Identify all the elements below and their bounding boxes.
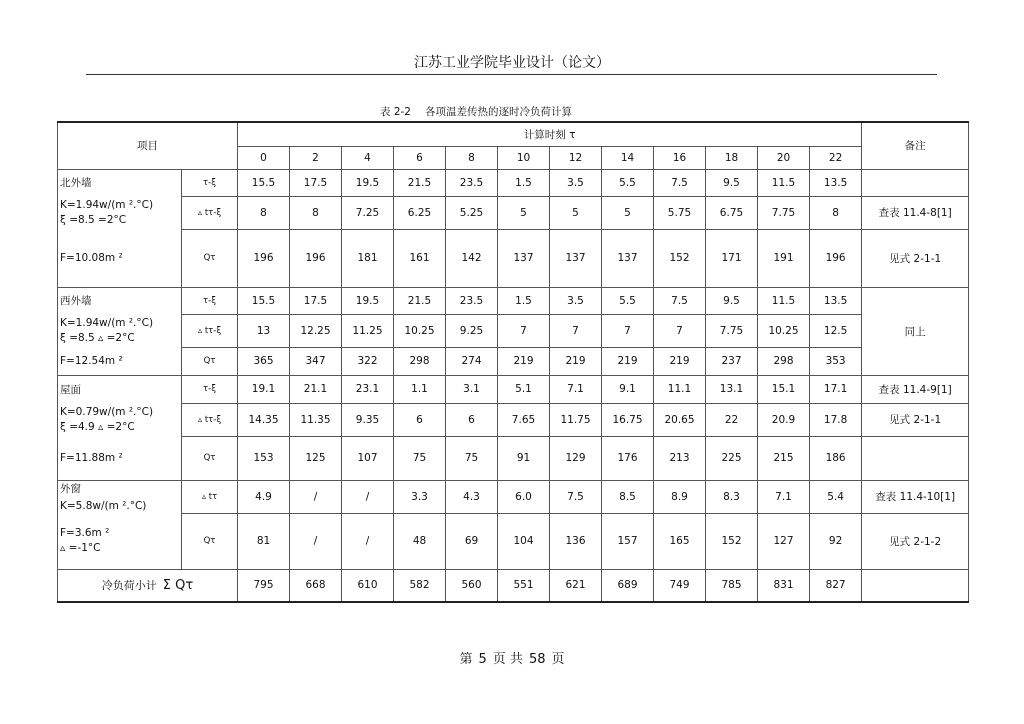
value-cell: 21.1 — [290, 375, 342, 403]
value-cell: 161 — [394, 229, 446, 287]
value-cell: 11.1 — [654, 375, 706, 403]
value-cell: 1.5 — [498, 169, 550, 196]
hour-header: 8 — [446, 146, 498, 169]
value-cell: 215 — [758, 436, 810, 480]
value-cell: 165 — [654, 513, 706, 569]
value-cell: 19.1 — [238, 375, 290, 403]
value-cell: 7.65 — [498, 403, 550, 436]
value-cell: 4.3 — [446, 480, 498, 513]
value-cell: 7 — [602, 314, 654, 347]
value-cell: 23.5 — [446, 287, 498, 314]
hour-header: 12 — [550, 146, 602, 169]
value-cell: 11.25 — [342, 314, 394, 347]
value-cell: 13 — [238, 314, 290, 347]
group-info — [58, 229, 182, 287]
note-cell — [862, 569, 969, 602]
group-parameter: K=1.94w/(m ².°C) — [60, 317, 154, 329]
value-cell: 298 — [394, 347, 446, 375]
value-cell: 225 — [706, 436, 758, 480]
value-cell: 7.5 — [654, 169, 706, 196]
value-cell: 274 — [446, 347, 498, 375]
value-cell: 137 — [498, 229, 550, 287]
row-symbol: Qτ — [182, 229, 238, 287]
value-cell: 9.1 — [602, 375, 654, 403]
row-symbol: τ-ξ — [182, 375, 238, 403]
hour-header: 20 — [758, 146, 810, 169]
group-parameter: F=10.08m ² — [60, 251, 123, 264]
value-cell: 20.65 — [654, 403, 706, 436]
group-name: 外窗 — [60, 483, 81, 496]
value-cell: 5.25 — [446, 196, 498, 229]
sum-value: 689 — [602, 569, 654, 602]
value-cell: 125 — [290, 436, 342, 480]
value-cell: 15.1 — [758, 375, 810, 403]
group-name: 屋面 — [60, 383, 81, 396]
group-info — [58, 196, 182, 229]
value-cell: 19.5 — [342, 287, 394, 314]
value-cell: 347 — [290, 347, 342, 375]
row-symbol: τ-ξ — [182, 169, 238, 196]
row-symbol: Qτ — [182, 347, 238, 375]
hour-header: 0 — [238, 146, 290, 169]
value-cell: 8.3 — [706, 480, 758, 513]
value-cell: 21.5 — [394, 169, 446, 196]
value-cell: 5 — [550, 196, 602, 229]
value-cell: 8 — [290, 196, 342, 229]
value-cell: 353 — [810, 347, 862, 375]
value-cell: 6.0 — [498, 480, 550, 513]
value-cell: 13.1 — [706, 375, 758, 403]
value-cell: 6.25 — [394, 196, 446, 229]
hour-header: 18 — [706, 146, 758, 169]
value-cell: 7.5 — [654, 287, 706, 314]
value-cell: 152 — [706, 513, 758, 569]
value-cell: 48 — [394, 513, 446, 569]
value-cell: 11.5 — [758, 287, 810, 314]
footer-suffix: 页 — [551, 652, 565, 667]
hour-header: 14 — [602, 146, 654, 169]
value-cell: 152 — [654, 229, 706, 287]
group-parameter: K=1.94w/(m ².°C) — [60, 199, 154, 211]
group-info — [58, 403, 182, 436]
sum-label — [58, 569, 238, 602]
group-parameter: ▵ =-1°C — [60, 542, 101, 555]
value-cell: 7.75 — [758, 196, 810, 229]
value-cell: / — [342, 513, 394, 569]
group-parameter: K=5.8w/(m ².°C) — [60, 500, 147, 513]
sum-value: 785 — [706, 569, 758, 602]
value-cell: 75 — [446, 436, 498, 480]
group-info — [58, 436, 182, 480]
value-cell: 17.5 — [290, 169, 342, 196]
sum-label-text: 冷负荷小计 — [101, 579, 157, 593]
value-cell: 7.1 — [758, 480, 810, 513]
hour-header: 22 — [810, 146, 862, 169]
value-cell: 92 — [810, 513, 862, 569]
page-header: 江苏工业学院毕业设计（论文） — [414, 55, 610, 71]
note-cell: 见式 2-1-1 — [862, 403, 969, 436]
table-title: 各项温差传热的逐时冷负荷计算 — [425, 106, 572, 118]
value-cell: 15.5 — [238, 169, 290, 196]
value-cell: 157 — [602, 513, 654, 569]
time-header: 计算时刻 τ — [238, 122, 862, 146]
value-cell: 3.3 — [394, 480, 446, 513]
value-cell: 196 — [810, 229, 862, 287]
row-symbol: Qτ — [182, 436, 238, 480]
value-cell: 136 — [550, 513, 602, 569]
value-cell: 23.1 — [342, 375, 394, 403]
value-cell: 5.4 — [810, 480, 862, 513]
value-cell: 219 — [498, 347, 550, 375]
group-parameter: K=0.79w/(m ².°C) — [60, 406, 154, 418]
group-info — [58, 513, 182, 569]
group-parameter: ξ =8.5 ▵ =2°C — [60, 332, 135, 344]
value-cell: 5 — [602, 196, 654, 229]
value-cell: 9.5 — [706, 169, 758, 196]
value-cell: 153 — [238, 436, 290, 480]
value-cell: 21.5 — [394, 287, 446, 314]
sum-symbol: Σ Qτ — [162, 578, 194, 594]
cooling-load-table — [57, 121, 969, 603]
value-cell: 3.5 — [550, 169, 602, 196]
value-cell: 3.1 — [446, 375, 498, 403]
value-cell: 12.25 — [290, 314, 342, 347]
hour-header: 4 — [342, 146, 394, 169]
group-info — [58, 287, 182, 314]
value-cell: 127 — [758, 513, 810, 569]
value-cell: 5.1 — [498, 375, 550, 403]
value-cell: 6 — [446, 403, 498, 436]
value-cell: 75 — [394, 436, 446, 480]
value-cell: 8 — [238, 196, 290, 229]
sum-value: 831 — [758, 569, 810, 602]
row-symbol: Qτ — [182, 513, 238, 569]
footer-middle: 页 共 — [492, 652, 523, 667]
value-cell: 104 — [498, 513, 550, 569]
group-parameter: F=12.54m ² — [60, 354, 123, 367]
hour-header: 2 — [290, 146, 342, 169]
value-cell: / — [290, 513, 342, 569]
value-cell: 237 — [706, 347, 758, 375]
value-cell: 9.35 — [342, 403, 394, 436]
note-cell: 查表 11.4-9[1] — [862, 375, 969, 403]
value-cell: 19.5 — [342, 169, 394, 196]
value-cell: 365 — [238, 347, 290, 375]
value-cell: 7.1 — [550, 375, 602, 403]
value-cell: 91 — [498, 436, 550, 480]
value-cell: 298 — [758, 347, 810, 375]
value-cell: 219 — [550, 347, 602, 375]
value-cell: 69 — [446, 513, 498, 569]
sum-value: 621 — [550, 569, 602, 602]
hour-header: 10 — [498, 146, 550, 169]
project-header: 项目 — [58, 122, 238, 169]
value-cell: 1.1 — [394, 375, 446, 403]
sum-value: 827 — [810, 569, 862, 602]
value-cell: 107 — [342, 436, 394, 480]
value-cell: 171 — [706, 229, 758, 287]
value-cell: 176 — [602, 436, 654, 480]
value-cell: 11.35 — [290, 403, 342, 436]
value-cell: 7.25 — [342, 196, 394, 229]
value-cell: 5.5 — [602, 287, 654, 314]
value-cell: 16.75 — [602, 403, 654, 436]
note-cell — [862, 169, 969, 196]
group-parameter: F=11.88m ² — [60, 451, 123, 464]
value-cell: 10.25 — [394, 314, 446, 347]
value-cell: 129 — [550, 436, 602, 480]
value-cell: 5.5 — [602, 169, 654, 196]
hour-header: 6 — [394, 146, 446, 169]
group-info — [58, 314, 182, 347]
note-cell: 见式 2-1-1 — [862, 229, 969, 287]
group-parameter: F=3.6m ² — [60, 527, 110, 540]
group-info — [58, 480, 182, 513]
footer-prefix: 第 — [459, 652, 473, 667]
sum-value: 795 — [238, 569, 290, 602]
value-cell: 11.75 — [550, 403, 602, 436]
sum-value: 560 — [446, 569, 498, 602]
group-parameter: ξ =4.9 ▵ =2°C — [60, 421, 135, 433]
value-cell: / — [342, 480, 394, 513]
value-cell: 5 — [498, 196, 550, 229]
table-caption — [380, 104, 586, 119]
sum-value: 749 — [654, 569, 706, 602]
value-cell: 219 — [654, 347, 706, 375]
row-symbol: ▵ tτ-ξ — [182, 403, 238, 436]
group-info — [58, 347, 182, 375]
value-cell: 1.5 — [498, 287, 550, 314]
value-cell: 20.9 — [758, 403, 810, 436]
group-info — [58, 375, 182, 403]
value-cell: 8.5 — [602, 480, 654, 513]
value-cell: 14.35 — [238, 403, 290, 436]
sum-value: 610 — [342, 569, 394, 602]
note-cell: 见式 2-1-2 — [862, 513, 969, 569]
value-cell: 7 — [654, 314, 706, 347]
value-cell: 142 — [446, 229, 498, 287]
sum-value: 551 — [498, 569, 550, 602]
value-cell: 17.8 — [810, 403, 862, 436]
value-cell: 137 — [602, 229, 654, 287]
group-name: 北外墙 — [60, 177, 92, 190]
value-cell: 6.75 — [706, 196, 758, 229]
value-cell: 191 — [758, 229, 810, 287]
value-cell: 8 — [810, 196, 862, 229]
group-name: 西外墙 — [60, 295, 92, 308]
value-cell: 15.5 — [238, 287, 290, 314]
value-cell: 7 — [498, 314, 550, 347]
row-symbol: ▵ tτ-ξ — [182, 196, 238, 229]
value-cell: 7.75 — [706, 314, 758, 347]
header-rule — [86, 74, 937, 75]
sum-value: 668 — [290, 569, 342, 602]
value-cell: 17.5 — [290, 287, 342, 314]
value-cell: 186 — [810, 436, 862, 480]
group-info — [58, 169, 182, 196]
row-symbol: τ-ξ — [182, 287, 238, 314]
value-cell: 137 — [550, 229, 602, 287]
value-cell: / — [290, 480, 342, 513]
value-cell: 81 — [238, 513, 290, 569]
note-cell: 查表 11.4-10[1] — [862, 480, 969, 513]
value-cell: 9.5 — [706, 287, 758, 314]
value-cell: 13.5 — [810, 169, 862, 196]
value-cell: 23.5 — [446, 169, 498, 196]
row-symbol: ▵ tτ-ξ — [182, 314, 238, 347]
note-cell: 查表 11.4-8[1] — [862, 196, 969, 229]
hour-header: 16 — [654, 146, 706, 169]
row-symbol: ▵ tτ — [182, 480, 238, 513]
value-cell: 196 — [238, 229, 290, 287]
value-cell: 4.9 — [238, 480, 290, 513]
sum-value: 582 — [394, 569, 446, 602]
value-cell: 196 — [290, 229, 342, 287]
note-header: 备注 — [862, 122, 969, 169]
page-number: 5 — [478, 652, 487, 667]
value-cell: 6 — [394, 403, 446, 436]
group-parameter: ξ =8.5 =2°C — [60, 214, 127, 226]
value-cell: 22 — [706, 403, 758, 436]
note-cell — [862, 436, 969, 480]
value-cell: 219 — [602, 347, 654, 375]
value-cell: 8.9 — [654, 480, 706, 513]
value-cell: 7 — [550, 314, 602, 347]
value-cell: 181 — [342, 229, 394, 287]
page-footer — [0, 648, 1024, 667]
value-cell: 10.25 — [758, 314, 810, 347]
value-cell: 213 — [654, 436, 706, 480]
value-cell: 13.5 — [810, 287, 862, 314]
value-cell: 7.5 — [550, 480, 602, 513]
value-cell: 12.5 — [810, 314, 862, 347]
value-cell: 3.5 — [550, 287, 602, 314]
page-total: 58 — [528, 652, 546, 667]
value-cell: 322 — [342, 347, 394, 375]
note-cell: 同上 — [862, 287, 969, 375]
value-cell: 5.75 — [654, 196, 706, 229]
table-number: 表 2-2 — [380, 106, 411, 118]
value-cell: 17.1 — [810, 375, 862, 403]
value-cell: 9.25 — [446, 314, 498, 347]
value-cell: 11.5 — [758, 169, 810, 196]
